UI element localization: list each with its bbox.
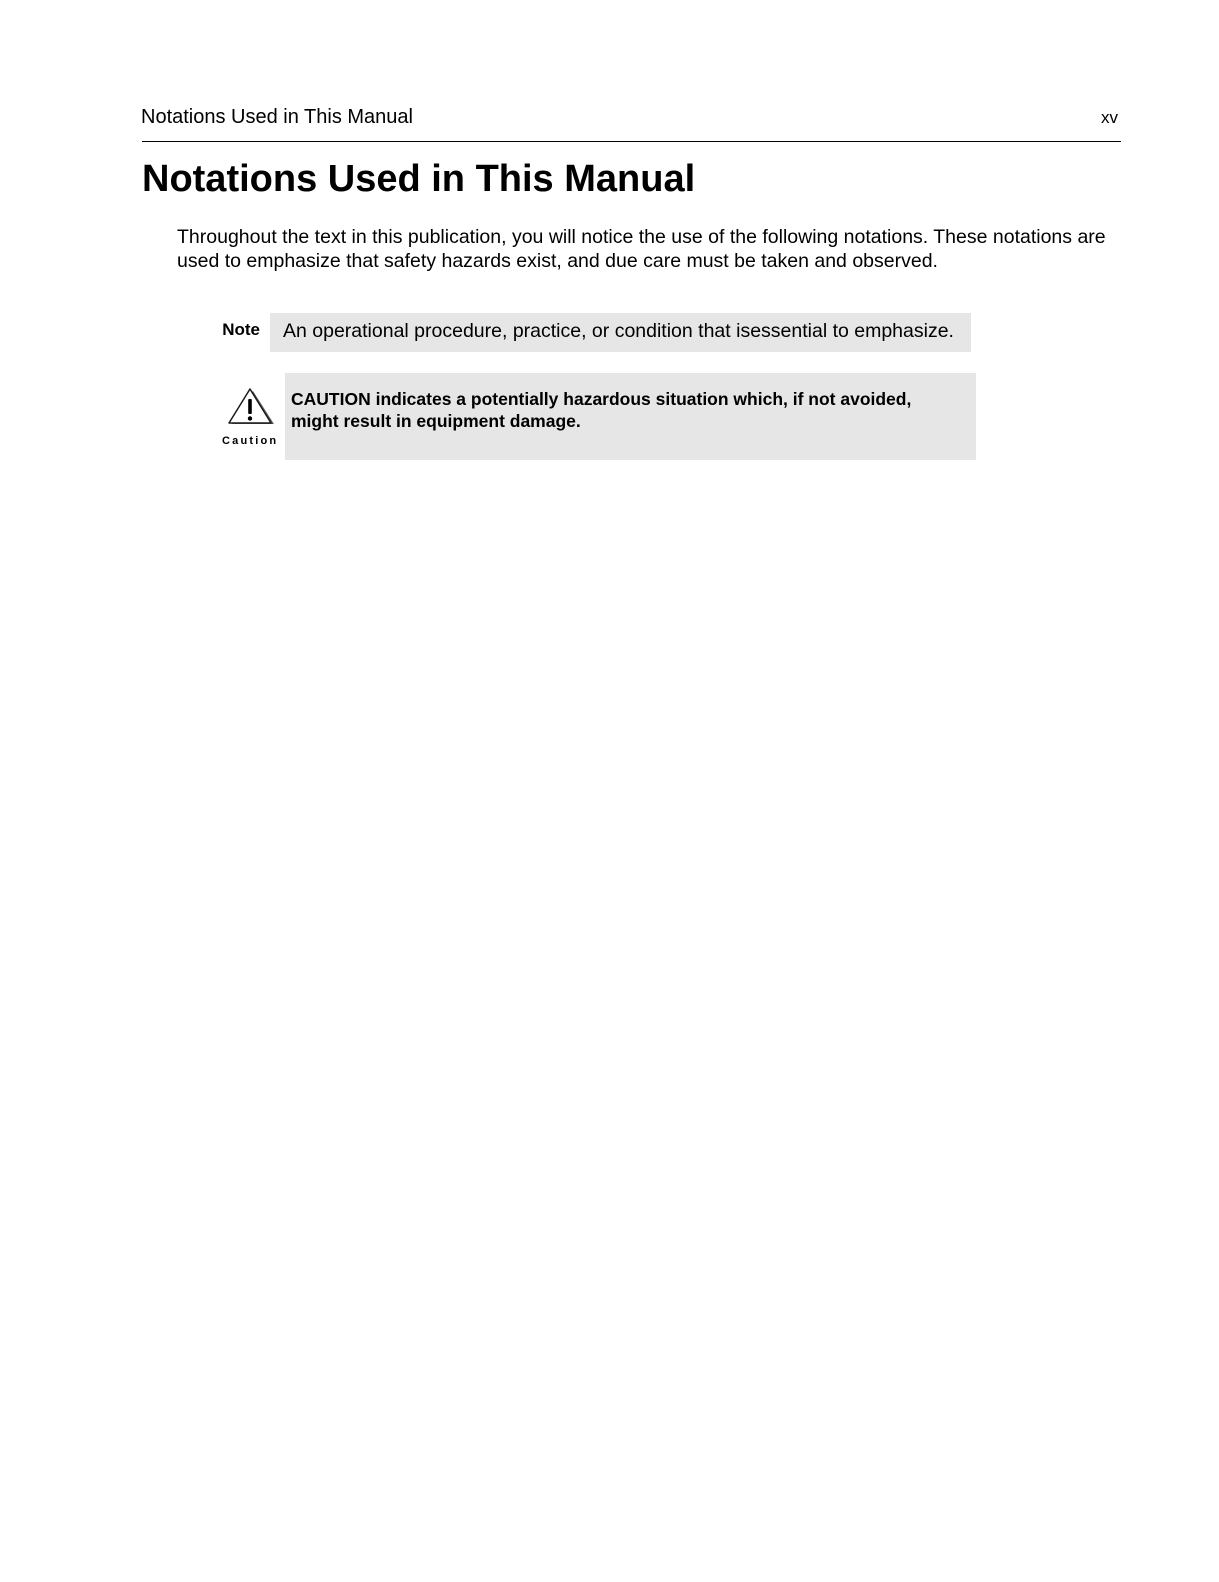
note-label: Note bbox=[222, 320, 260, 339]
page-number: xv bbox=[1101, 108, 1118, 127]
caution-box bbox=[285, 373, 976, 460]
caution-text: CAUTION indicates a potentially hazardous situation which, if not avoided, might result in equipment damage. bbox=[291, 389, 912, 431]
header-rule bbox=[142, 141, 1121, 142]
note-text: An operational procedure, practice, or condition that isessential to emphasize. bbox=[283, 320, 954, 342]
running-header bbox=[141, 104, 1121, 130]
caution-icon-block bbox=[222, 386, 282, 452]
note-box bbox=[270, 313, 971, 352]
caution-icon-label: Caution bbox=[222, 435, 279, 447]
intro-paragraph: Throughout the text in this publication, you will notice the use of the following notations. These notations are used to emphasize that safety hazards exist, and due care must be taken and observed. bbox=[177, 226, 1106, 272]
page-title: Notations Used in This Manual bbox=[142, 158, 696, 200]
running-header-title: Notations Used in This Manual bbox=[141, 106, 413, 128]
warning-triangle-icon bbox=[226, 386, 276, 428]
